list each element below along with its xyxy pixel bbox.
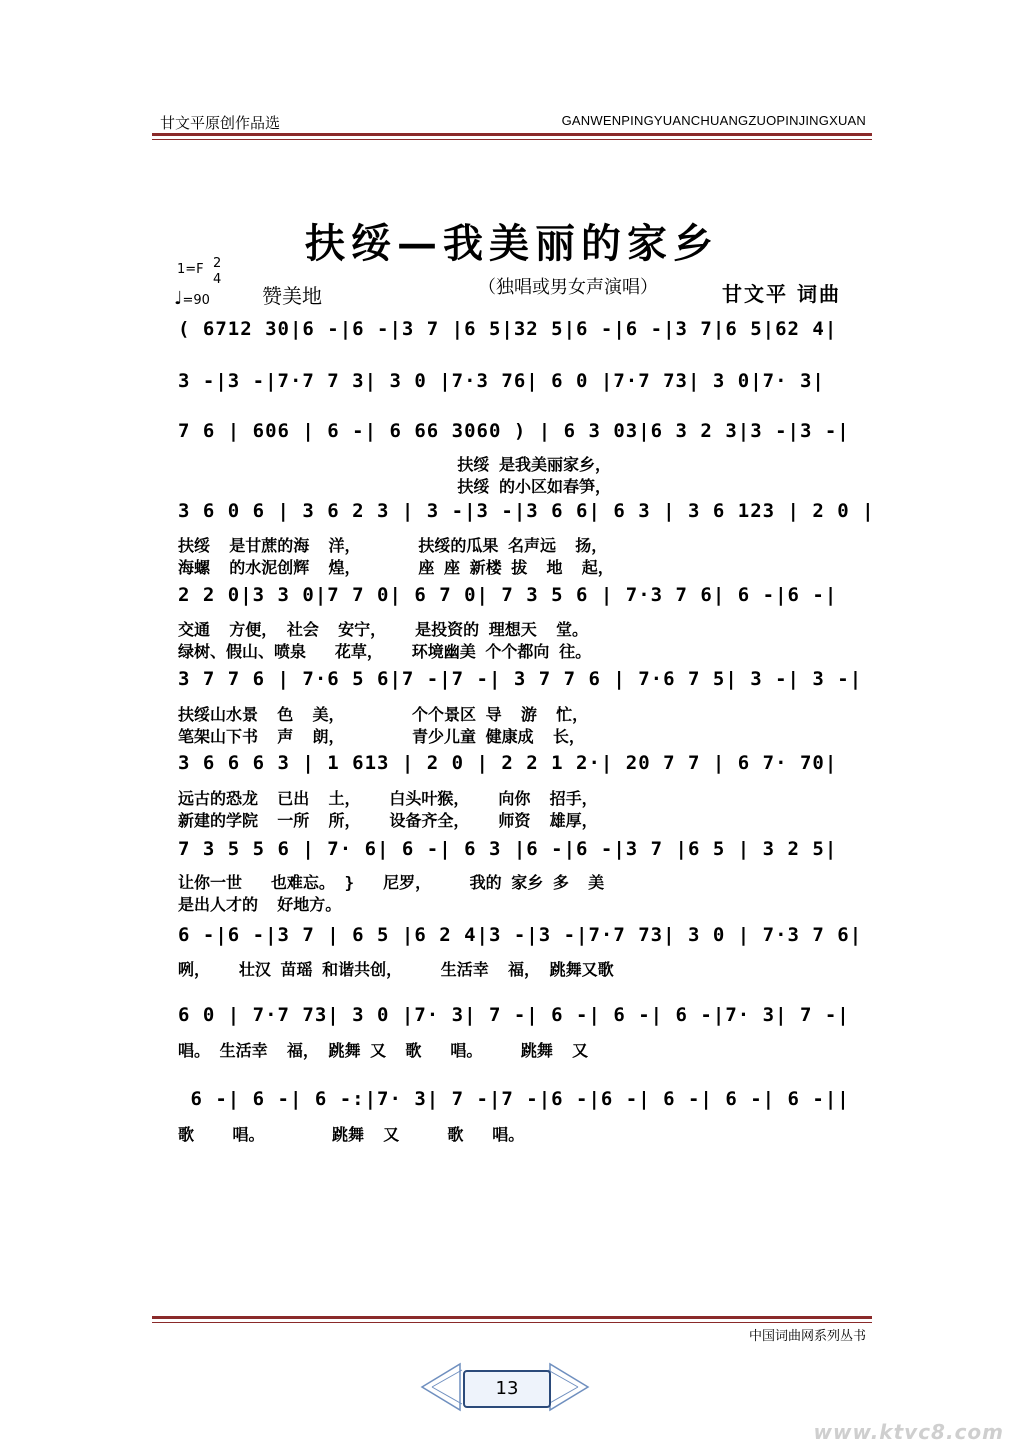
meter-top: 2 — [213, 256, 222, 271]
notation-line: 2 2 0|3 3 0|7 7 0| 6 7 0| 7 3 5 6 | 7·3 7 6| 6 -|6 -| — [178, 584, 838, 606]
meter-bottom: 4 — [213, 272, 222, 287]
footer-rule-thick — [152, 1316, 872, 1319]
lyric-line: 扶绥山水景 色 美， 个个景区 导 游 忙， — [178, 705, 589, 724]
lyric-line: 让你一世 也难忘。 } 尼罗， 我的 家乡 多 美 — [178, 873, 605, 892]
notation-line: 3 6 0 6 | 3 6 2 3 | 3 -|3 -|3 6 6| 6 3 | 3 6 123 | 2 0 | — [178, 500, 875, 522]
notation-line: 3 7 7 6 | 7·6 5 6|7 -|7 -| 3 7 7 6 | 7·6 7 5| 3 -| 3 -| — [178, 668, 863, 690]
lyric-line: 咧， 壮汉 苗瑶 和谐共创， 生活幸 福， 跳舞又歌 — [178, 960, 614, 979]
expression-marking: 赞美地 — [262, 284, 322, 308]
tempo-marking — [174, 288, 210, 309]
key-signature: 1=F — [177, 262, 204, 277]
header-rule-thin — [152, 139, 872, 140]
lyric-line: 扶绥 是我美丽家乡， — [178, 455, 611, 474]
notation-line: 3 6 6 6 3 | 1 613 | 2 0 | 2 2 1 2·| 20 7 7 | 6 7· 70| — [178, 752, 838, 774]
tempo-value: =90 — [182, 293, 210, 308]
lyric-line: 新建的学院 一所 所， 设备齐全， 师资 雄厚， — [178, 811, 598, 830]
time-signature — [213, 256, 221, 288]
lyric-line: 远古的恐龙 已出 土， 白头叶猴， 向你 招手， — [178, 789, 598, 808]
lyric-line: 笔架山下书 声 朗， 青少儿童 健康成 长， — [178, 727, 585, 746]
lyric-line: 绿树、假山、喷泉 花草， 环境幽美 个个都向 往。 — [178, 642, 592, 661]
notation-line: ( 6712 30|6 -|6 -|3 7 |6 5|32 5|6 -|6 -|3 7|6 5|62 4| — [178, 318, 838, 340]
page-number: 13 — [463, 1370, 551, 1408]
song-title: 扶绥—我美丽的家乡 — [305, 220, 719, 267]
notation-line: 6 -|6 -|3 7 | 6 5 |6 2 4|3 -|3 -|7·7 73| 3 0 | 7·3 7 6| — [178, 924, 863, 946]
author-credit: 甘文平 词曲 — [722, 282, 841, 306]
header-left-title: 甘文平原创作品选 — [160, 114, 281, 132]
lyric-line: 是出人才的 好地方。 — [178, 895, 342, 914]
performance-note: （独唱或男女声演唱） — [478, 277, 658, 298]
notation-line: 7 6 | 606 | 6 -| 6 66 3060 ) | 6 3 03|6 3 2 3|3 -|3 -| — [178, 420, 850, 442]
lyric-line: 歌 唱。 跳舞 又 歌 唱。 — [178, 1125, 525, 1144]
header-right-title: GANWENPINGYUANCHUANGZUOPINJINGXUAN — [561, 113, 866, 128]
lyric-line: 海螺 的水泥创辉 煌， 座 座 新楼 拔 地 起， — [178, 558, 614, 577]
series-label: 中国词曲网系列丛书 — [748, 1329, 866, 1344]
notation-line: 3 -|3 -|7·7 7 3| 3 0 |7·3 76| 6 0 |7·7 73| 3 0|7· 3| — [178, 370, 825, 392]
notation-line: 6 -| 6 -| 6 -:|7· 3| 7 -|7 -|6 -|6 -| 6 -| 6 -| 6 -|| — [178, 1088, 850, 1110]
footer-rule-thin — [152, 1322, 872, 1323]
notation-line: 6 0 | 7·7 73| 3 0 |7· 3| 7 -| 6 -| 6 -| 6 -|7· 3| 7 -| — [178, 1004, 850, 1026]
watermark: www.ktvc8.com — [813, 1420, 1004, 1444]
lyric-line: 交通 方便， 社会 安宁， 是投资的 理想天 堂。 — [178, 620, 588, 639]
header-rule-thick — [152, 133, 872, 136]
lyric-line: 扶绥 的小区如春笋， — [178, 477, 611, 496]
quarter-note-icon: ♩ — [174, 288, 183, 309]
lyric-line: 扶绥 是甘蔗的海 洋， 扶绥的瓜果 名声远 扬， — [178, 536, 608, 555]
notation-line: 7 3 5 5 6 | 7· 6| 6 -| 6 3 |6 -|6 -|3 7 |6 5 | 3 2 5| — [178, 838, 838, 860]
lyric-line: 唱。 生活幸 福， 跳舞 又 歌 唱。 跳舞 又 — [178, 1041, 589, 1060]
